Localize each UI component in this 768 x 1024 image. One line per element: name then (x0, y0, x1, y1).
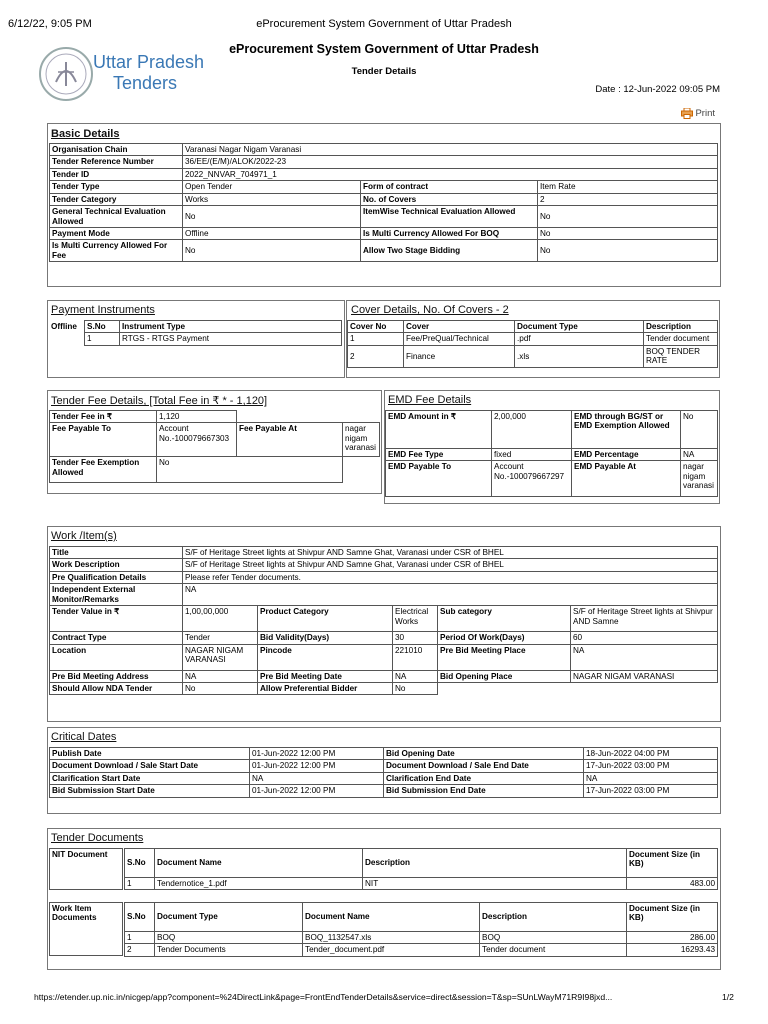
value: No (681, 411, 718, 449)
cell: Tender document (644, 333, 718, 345)
print-label: Print (695, 108, 715, 119)
spacer (343, 411, 380, 423)
cell: 2 (348, 345, 404, 367)
label: Is Multi Currency Allowed For BOQ (361, 227, 538, 239)
cell: .xls (515, 345, 644, 367)
label: General Technical Evaluation Allowed (50, 206, 183, 228)
value: Works (183, 193, 361, 205)
print-button[interactable] (681, 108, 715, 119)
cell: 1 (125, 932, 155, 944)
label: No. of Covers (361, 193, 538, 205)
label: Payment Mode (50, 227, 183, 239)
cell: 483.00 (627, 878, 718, 890)
value: 30 (393, 632, 438, 644)
label: Document Download / Sale End Date (384, 760, 584, 772)
work-items-heading: Work /Item(s) (51, 530, 117, 542)
value: No (538, 227, 718, 239)
value: NA (584, 772, 718, 784)
cell: NIT (363, 878, 627, 890)
value: Item Rate (538, 181, 718, 193)
value: fixed (492, 449, 572, 461)
label: EMD Percentage (572, 449, 681, 461)
label: Tender Reference Number (50, 156, 183, 168)
col-header: Instrument Type (120, 321, 342, 333)
value: 2 (538, 193, 718, 205)
label: Location (50, 644, 183, 670)
id-value: 2022_NNVAR_704971_1 (183, 168, 718, 180)
value: 17-Jun-2022 03:00 PM (584, 785, 718, 797)
logo-line-1: Uttar Pradesh (93, 52, 205, 72)
page-title: eProcurement System Government of Uttar Pradesh (229, 42, 539, 56)
label: ItemWise Technical Evaluation Allowed (361, 206, 538, 228)
value: No (538, 240, 718, 262)
print-datetime: 6/12/22, 9:05 PM (8, 18, 92, 30)
table-row (348, 333, 718, 345)
label: Contract Type (50, 632, 183, 644)
label: Bid Opening Place (438, 670, 571, 682)
col-header: Document Type (515, 321, 644, 333)
label: Should Allow NDA Tender (50, 682, 183, 694)
cell: BOQ (480, 932, 627, 944)
cell: Tender document (480, 944, 627, 956)
table-row (125, 878, 718, 890)
col-header: Document Size (in KB) (627, 849, 718, 878)
col-header: Document Name (155, 849, 363, 878)
col-header: Cover (404, 321, 515, 333)
org-value: Varanasi Nagar Nigam Varanasi (183, 144, 718, 156)
label: Work Description (50, 559, 183, 571)
label: Tender Type (50, 181, 183, 193)
value: NA (681, 449, 718, 461)
spacer (237, 411, 343, 423)
value: No (538, 206, 718, 228)
value: Account No.-100079667303 (157, 423, 237, 457)
tender-documents-heading: Tender Documents (51, 832, 144, 844)
cell: RTGS - RTGS Payment (120, 333, 342, 345)
value: NAGAR NIGAM VARANASI (571, 670, 718, 682)
table-row (50, 772, 718, 784)
value: No (393, 682, 438, 694)
tender-fee-heading: Tender Fee Details, [Total Fee in ₹ * - 1,120] (51, 395, 268, 407)
cell: Finance (404, 345, 515, 367)
cell: 1 (348, 333, 404, 345)
table-row (125, 944, 718, 956)
label: Pre Bid Meeting Place (438, 644, 571, 670)
label: EMD Payable At (572, 461, 681, 497)
value: Open Tender (183, 181, 361, 193)
critical-dates-table (49, 747, 718, 798)
label: Pre Bid Meeting Address (50, 670, 183, 682)
label: Product Category (258, 606, 393, 632)
label: Tender Value in ₹ (50, 606, 183, 632)
value: Offline (183, 227, 361, 239)
label: EMD through BG/ST or EMD Exemption Allowed (572, 411, 681, 449)
cell: 2 (125, 944, 155, 956)
basic-details-table (49, 143, 718, 262)
label: Fee Payable To (50, 423, 157, 457)
col-header: Cover No (348, 321, 404, 333)
col-header: S.No (125, 849, 155, 878)
label: EMD Payable To (386, 461, 492, 497)
nit-document-table (124, 848, 718, 890)
emd-fee-heading: EMD Fee Details (388, 394, 472, 406)
col-header: Document Name (303, 903, 480, 932)
nit-document-label: NIT Document (49, 848, 123, 890)
value: 17-Jun-2022 03:00 PM (584, 760, 718, 772)
value: No (183, 682, 258, 694)
basic-details-heading: Basic Details (51, 128, 120, 140)
col-header: Description (363, 849, 627, 878)
cell: 1 (125, 878, 155, 890)
cell: .pdf (515, 333, 644, 345)
value: nagar nigam varanasi (343, 423, 380, 457)
cell: 16293.43 (627, 944, 718, 956)
value: NA (571, 644, 718, 670)
print-title: eProcurement System Government of Uttar Pradesh (256, 18, 512, 30)
value: nagar nigam varanasi (681, 461, 718, 497)
label: Bid Submission End Date (384, 785, 584, 797)
spacer (343, 457, 380, 483)
offline-label: Offline (51, 322, 77, 331)
label: Tender Category (50, 193, 183, 205)
label: Independent External Monitor/Remarks (50, 584, 183, 606)
cover-details-table (347, 320, 718, 368)
value: S/F of Heritage Street lights at Shivpur AND Samne (571, 606, 718, 632)
label: Fee Payable At (237, 423, 343, 457)
value: Account No.-100079667297 (492, 461, 572, 497)
label: Bid Validity(Days) (258, 632, 393, 644)
label: Period Of Work(Days) (438, 632, 571, 644)
cell: BOQ TENDER RATE (644, 345, 718, 367)
payment-instruments-table (84, 320, 342, 346)
value: No (183, 240, 361, 262)
value: 1,120 (157, 411, 237, 423)
value: NA (250, 772, 384, 784)
spacer (438, 682, 571, 694)
value: Please refer Tender documents. (183, 571, 718, 583)
cell: BOQ (155, 932, 303, 944)
tender-fee-table (49, 410, 380, 483)
value: S/F of Heritage Street lights at Shivpur AND Samne Ghat, Varanasi under CSR of BHEL (183, 547, 718, 559)
cell: Fee/PreQual/Technical (404, 333, 515, 345)
ref-value: 36/EE/(E/M)/ALOK/2022-23 (183, 156, 718, 168)
label: Clarification Start Date (50, 772, 250, 784)
label: Organisation Chain (50, 144, 183, 156)
table-row (50, 785, 718, 797)
page-subtitle: Tender Details (351, 66, 417, 77)
logo-line-2: Tenders (113, 73, 178, 93)
label: Allow Two Stage Bidding (361, 240, 538, 262)
footer-page: 1/2 (722, 992, 734, 1002)
table-row (50, 760, 718, 772)
work-item-documents-table (124, 902, 718, 957)
value: No (183, 206, 361, 228)
value: 221010 (393, 644, 438, 670)
label: EMD Amount in ₹ (386, 411, 492, 449)
label: Form of contract (361, 181, 538, 193)
label: Tender Fee Exemption Allowed (50, 457, 157, 483)
payment-instruments-heading: Payment Instruments (51, 304, 155, 316)
label: Pincode (258, 644, 393, 670)
value: NA (183, 584, 718, 606)
cover-details-heading: Cover Details, No. Of Covers - 2 (351, 304, 509, 316)
cell: BOQ_1132547.xls (303, 932, 480, 944)
label: Bid Opening Date (384, 748, 584, 760)
table-row (125, 932, 718, 944)
spacer (571, 682, 718, 694)
value: 01-Jun-2022 12:00 PM (250, 760, 384, 772)
cell: 286.00 (627, 932, 718, 944)
label: Is Multi Currency Allowed For Fee (50, 240, 183, 262)
printer-icon (681, 108, 693, 119)
col-header: Document Type (155, 903, 303, 932)
value: Tender (183, 632, 258, 644)
value: 01-Jun-2022 12:00 PM (250, 748, 384, 760)
label: Tender ID (50, 168, 183, 180)
cell: Tender Documents (155, 944, 303, 956)
work-item-documents-label: Work Item Documents (49, 902, 123, 956)
label: Bid Submission Start Date (50, 785, 250, 797)
table-row (348, 345, 718, 367)
col-header: S.No (85, 321, 120, 333)
value: NA (183, 670, 258, 682)
report-date: Date : 12-Jun-2022 09:05 PM (595, 84, 720, 95)
table-row (85, 333, 342, 345)
value: 01-Jun-2022 12:00 PM (250, 785, 384, 797)
value: NA (393, 670, 438, 682)
value: 1,00,00,000 (183, 606, 258, 632)
value: NAGAR NIGAM VARANASI (183, 644, 258, 670)
cell: Tendernotice_1.pdf (155, 878, 363, 890)
table-row (50, 748, 718, 760)
col-header: Description (644, 321, 718, 333)
label: Sub category (438, 606, 571, 632)
value: 18-Jun-2022 04:00 PM (584, 748, 718, 760)
value: Electrical Works (393, 606, 438, 632)
value: S/F of Heritage Street lights at Shivpur AND Samne Ghat, Varanasi under CSR of BHEL (183, 559, 718, 571)
label: EMD Fee Type (386, 449, 492, 461)
label: Title (50, 547, 183, 559)
label: Publish Date (50, 748, 250, 760)
col-header: Description (480, 903, 627, 932)
label: Clarification End Date (384, 772, 584, 784)
label: Allow Preferential Bidder (258, 682, 393, 694)
value: 2,00,000 (492, 411, 572, 449)
label: Document Download / Sale Start Date (50, 760, 250, 772)
work-items-table (49, 546, 718, 695)
critical-dates-heading: Critical Dates (51, 731, 117, 743)
emd-fee-table (385, 410, 718, 497)
cell: Tender_document.pdf (303, 944, 480, 956)
value: 60 (571, 632, 718, 644)
label: Pre Qualification Details (50, 571, 183, 583)
cell: 1 (85, 333, 120, 345)
label: Pre Bid Meeting Date (258, 670, 393, 682)
col-header: Document Size (in KB) (627, 903, 718, 932)
value: No (157, 457, 343, 483)
label: Tender Fee in ₹ (50, 411, 157, 423)
col-header: S.No (125, 903, 155, 932)
footer-url: https://etender.up.nic.in/nicgep/app?component=%24DirectLink&page=FrontEndTenderDetails&service=direct&session=T&sp=SUnLWayM71R9I98jxd... (34, 992, 613, 1002)
